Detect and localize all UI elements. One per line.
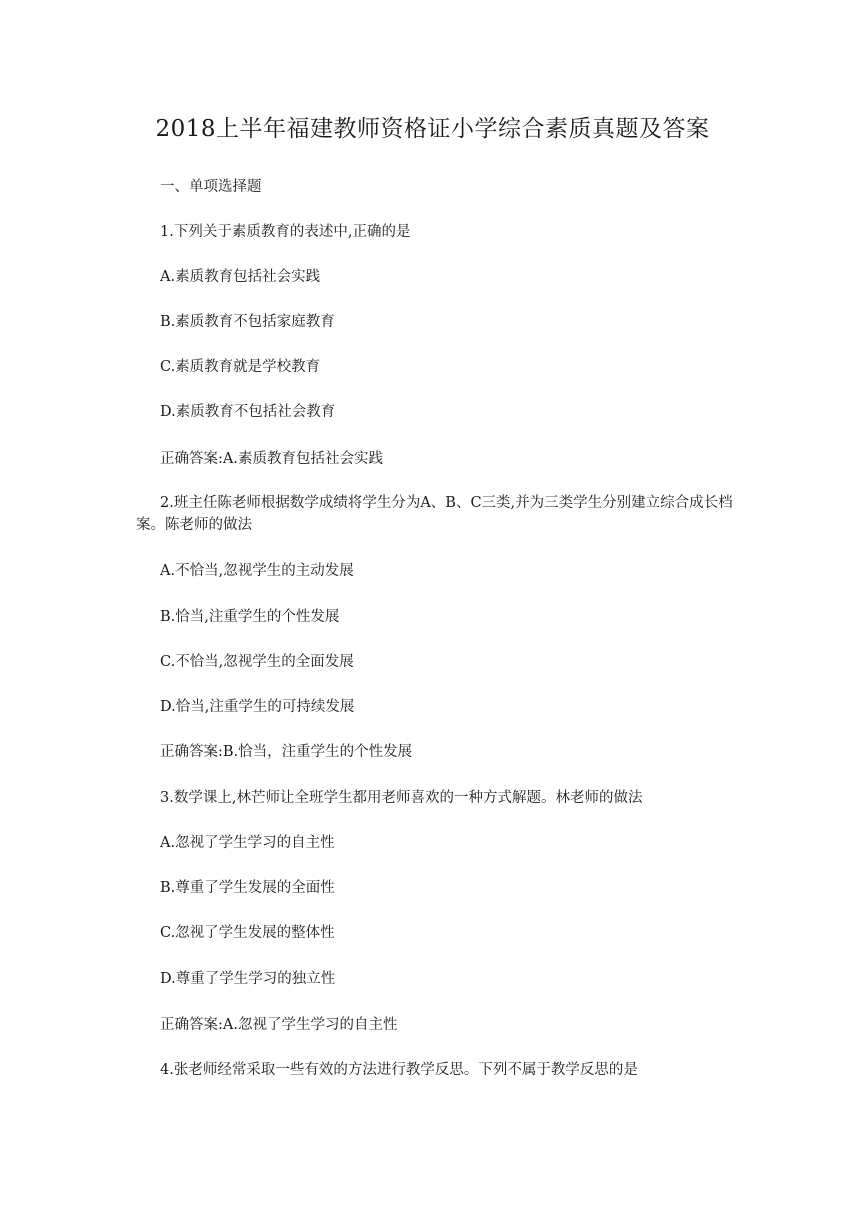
question-3-option-b: B.尊重了学生发展的全面性 [160,880,335,896]
question-3-answer: 正确答案:A.忽视了学生学习的自主性 [160,1017,398,1033]
question-1-stem: 1.下列关于素质教育的表述中,正确的是 [160,224,411,240]
question-2-option-b: B.恰当,注重学生的个性发展 [160,609,340,625]
question-2-option-c: C.不恰当,忽视学生的全面发展 [160,654,354,670]
question-2-option-d: D.恰当,注重学生的可持续发展 [160,699,355,715]
question-4-stem: 4.张老师经常采取一些有效的方法进行教学反思。下列不属于教学反思的是 [160,1062,638,1078]
question-1-option-a: A.素质教育包括社会实践 [160,269,321,285]
question-1-option-c: C.素质教育就是学校教育 [160,359,321,375]
question-2-stem: 2.班主任陈老师根据数学成绩将学生分为A、B、C三类,并为三类学生分别建立综合成长档案。陈老师的做法 [136,495,733,533]
section-heading: 一、单项选择题 [160,179,262,195]
question-1-answer: 正确答案:A.素质教育包括社会实践 [160,451,383,467]
question-3-stem: 3.数学课上,林芒师让全班学生都用老师喜欢的一种方式解题。林老师的做法 [160,790,643,806]
question-3-option-d: D.尊重了学生学习的独立性 [160,971,336,987]
question-3-option-c: C.忽视了学生发展的整体性 [160,925,335,941]
question-1-option-d: D.素质教育不包括社会教育 [160,404,336,420]
question-2-option-a: A.不恰当,忽视学生的主动发展 [160,563,354,579]
question-1-option-b: B.素质教育不包括家庭教育 [160,314,335,330]
page-title: 2018上半年福建教师资格证小学综合素质真题及答案 [155,116,710,142]
question-2-answer: 正确答案:B.恰当，注重学生的个性发展 [160,744,413,760]
question-3-option-a: A.忽视了学生学习的自主性 [160,835,335,851]
